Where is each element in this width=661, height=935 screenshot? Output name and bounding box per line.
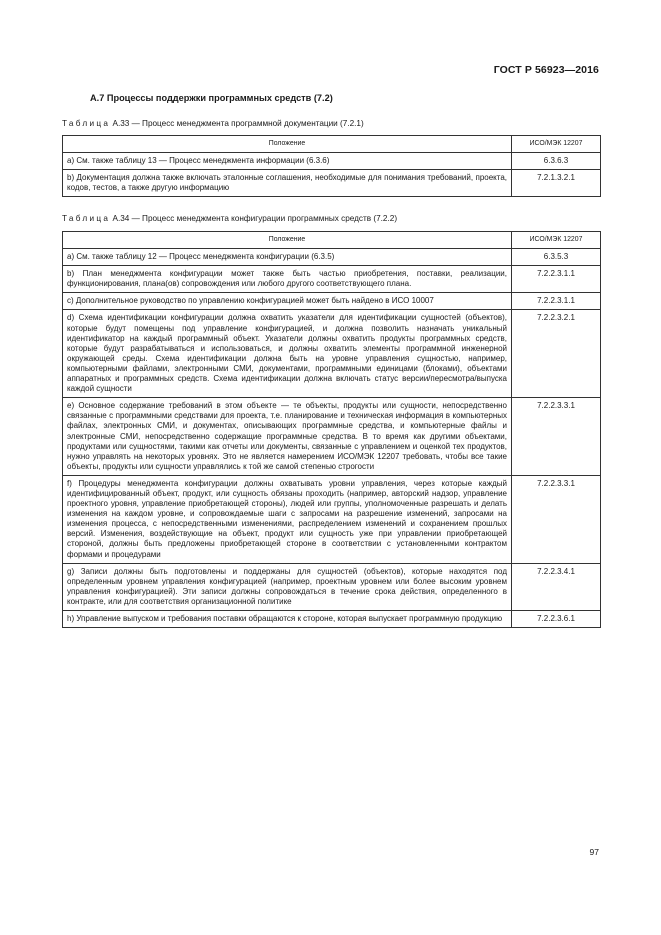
row-text: b) Документация должна также включать эталонные соглашения, необходимые для понимания требований, проекта, кодов, тестов, а также другую информацию [63,170,512,197]
row-ref: 7.2.2.3.3.1 [512,475,601,563]
row-ref: 7.2.2.3.1.1 [512,293,601,310]
caption-text: А.33 — Процесс менеджмента программной документации (7.2.1) [110,119,364,128]
table-a34 [62,231,601,628]
caption-prefix: Таблица [62,214,111,223]
table-row [63,249,601,266]
table-row [63,170,601,197]
row-text: h) Управление выпуском и требования поставки обращаются к стороне, которая выпускает программную продукцию [63,611,512,628]
page-number: 97 [589,847,599,857]
column-header-iso: ИСО/МЭК 12207 [512,136,601,153]
row-ref: 7.2.2.3.6.1 [512,611,601,628]
row-ref: 7.2.2.3.1.1 [512,266,601,293]
row-text: b) План менеджмента конфигурации может также быть частью приобретения, поставки, реализации, функционирования, плана(ов) сопровождения или любого другого соответствующего плана. [63,266,512,293]
table-row [63,266,601,293]
row-ref: 7.2.2.3.4.1 [512,563,601,610]
table-a33 [62,135,601,197]
row-text: е) Основное содержание требований в этом объекте — те объекты, продукты или сущности, непосредственно связанные с программными средствами для проекта, т.е. планирование и техническая информация в компьютерных файлах, электронных СМИ, и документах, описывающих программные средства, и компьютерные файлы и электронные СМИ, непосредственно содержащие программные средства. В то время как другими объектами, продуктами или сущностями, такими как отчеты или документы, связанные с управлением и оценкой тех продуктов, нужно управлять на некоторых уровнях. Это не является намерением ИСО/МЭК 12207 требовать, чтобы все такие объекты, продукты или сущности управлялись к той же самой степенью строгости [63,398,512,476]
table-a34-caption [62,214,397,223]
caption-prefix: Таблица [62,119,111,128]
row-text: f) Процедуры менеджмента конфигурации должны охватывать уровни управления, через которые каждый идентифицированный объект, продукт, или сущность обязаны проходить (например, авторский надзор, управление проектного уровня, управление приобретающей стороны), людей или группы, уполномоченные разрешать и делать изменения на каждом уровне, и сопровождаемые шаги с запросами на разрешение изменений, запросами на изменения процесса, с непосредственными изменениями, распределением изменений и сохранением прошлых версий. Изменения, воздействующие на объект, продукт или сущность уже при управлении приобретающей стороной, должны быть предложены приобретающей стороне в соответствии с установленными контрактом формами и процедурами [63,475,512,563]
table-row [63,310,601,398]
row-text: d) Схема идентификации конфигурации должна охватить указатели для идентификации сущностей (объектов), которые будут помещены под управление конфигурацией, и должна позволить назначать уникальный идентификатор на каждый программный объект. Указатели должны охватить продукты программных средств, которые будут разрабатываться и использоваться, и должны охватить элементы программной инженерной окружающей среды. Схема идентификации должна быть на уровне управления сущностью, например, компьютерными файлами, электронными СМИ, документами, программными единицами (блоками), объектами аппаратных и программных средств. Схема идентификации должна включать статус версии/пересмотра/выпуска каждой сущности [63,310,512,398]
table-header-row [63,232,601,249]
row-ref: 7.2.2.3.2.1 [512,310,601,398]
table-row [63,398,601,476]
standard-number: ГОСТ Р 56923—2016 [493,64,599,76]
column-header-iso: ИСО/МЭК 12207 [512,232,601,249]
column-header-position: Положение [63,136,512,153]
row-ref: 7.2.1.3.2.1 [512,170,601,197]
row-text: а) См. также таблицу 13 — Процесс менеджмента информации (6.3.6) [63,153,512,170]
table-row [63,293,601,310]
section-title: А.7 Процессы поддержки программных средств (7.2) [90,93,333,103]
table-header-row [63,136,601,153]
row-ref: 7.2.2.3.3.1 [512,398,601,476]
table-row [63,611,601,628]
table-row [63,153,601,170]
row-ref: 6.3.5.3 [512,249,601,266]
row-text: с) Дополнительное руководство по управлению конфигурацией может быть найдено в ИСО 10007 [63,293,512,310]
table-a33-caption [62,119,364,128]
table-row [63,563,601,610]
table-row [63,475,601,563]
row-text: g) Записи должны быть подготовлены и поддержаны для сущностей (объектов), которые находятся под определенным уровнем управления конфигурацией (например, проектным уровнем или более высоким уровнем управления конфигурацией). Эти записи должны сопровождаться в течение срока действия, определенного в контракте, или для соответствия организационной политике [63,563,512,610]
row-text: а) См. также таблицу 12 — Процесс менеджмента конфигурации (6.3.5) [63,249,512,266]
caption-text: А.34 — Процесс менеджмента конфигурации программных средств (7.2.2) [110,214,398,223]
column-header-position: Положение [63,232,512,249]
row-ref: 6.3.6.3 [512,153,601,170]
